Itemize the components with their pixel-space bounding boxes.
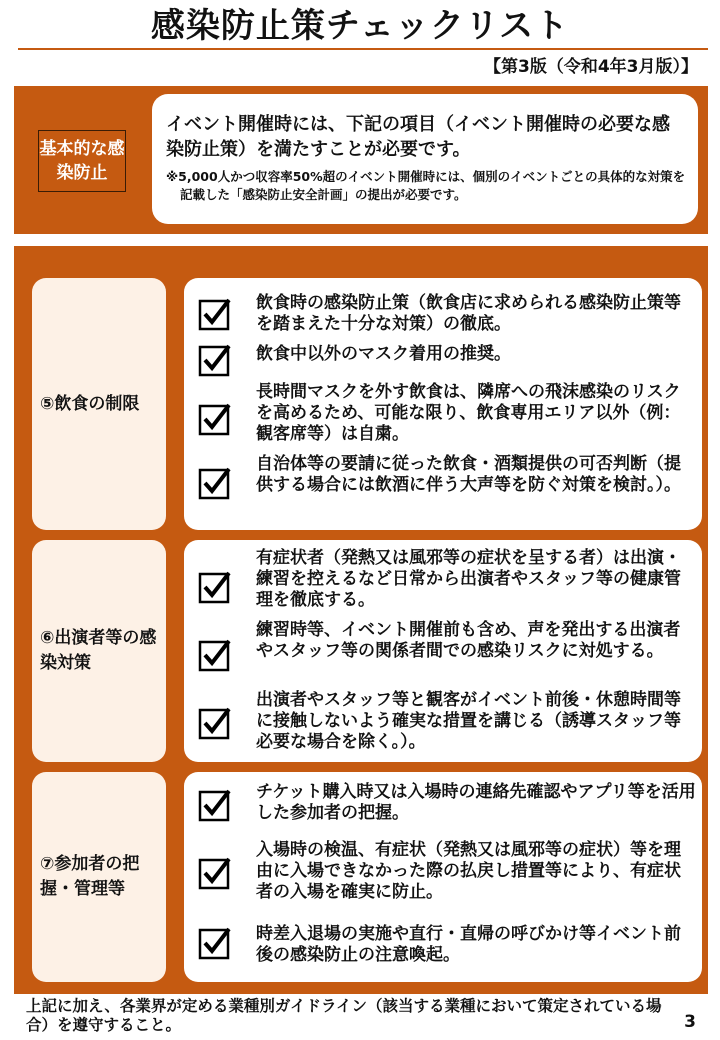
checklist-item bbox=[184, 688, 702, 756]
checkbox-checked-icon bbox=[198, 466, 232, 500]
checkbox-checked-icon bbox=[198, 706, 232, 740]
checklist-item bbox=[184, 918, 702, 970]
checklist-item-text: 時差入退場の実施や直行・直帰の呼びかけ等イベント前後の感染防止の注意喚起。 bbox=[256, 924, 681, 965]
basic-prevention-band bbox=[14, 86, 708, 234]
basic-prevention-box bbox=[152, 94, 698, 224]
section-label-performers: ⑥出演者等の感染対策 bbox=[32, 540, 166, 762]
page-number: 3 bbox=[684, 1012, 696, 1032]
checklist-item-text: 自治体等の要請に従った飲食・酒類提供の可否判断（提供する場合には飲酒に伴う大声等を防ぐ対策を検討。）。 bbox=[256, 454, 681, 495]
basic-note-text: ※5,000人かつ収容率50%超のイベント開催時には、個別のイベントごとの具体的な対策を記載した「感染防止安全計画」の提出が必要です。 bbox=[166, 169, 686, 202]
checklist-item bbox=[184, 618, 702, 686]
checklist-item bbox=[184, 340, 702, 380]
checklist-item-text: チケット購入時又は入場時の連絡先確認やアプリ等を活用した参加者の把握。 bbox=[256, 782, 696, 823]
section-label-participants: ⑦参加者の把握・管理等 bbox=[32, 772, 166, 982]
checklist-item bbox=[184, 778, 702, 830]
page-title: 感染防止策チェックリスト bbox=[150, 6, 570, 46]
basic-prevention-label: 基本的な感染防止 bbox=[38, 130, 126, 192]
checkbox-checked-icon bbox=[198, 402, 232, 436]
checkbox-checked-icon bbox=[198, 638, 232, 672]
checklist-item-text: 飲食中以外のマスク着用の推奨。 bbox=[256, 344, 511, 364]
section-items-food bbox=[184, 278, 702, 530]
edition-label: 【第3版（令和4年3月版）】 bbox=[484, 57, 698, 77]
checklist-item bbox=[184, 548, 702, 616]
checkbox-checked-icon bbox=[198, 788, 232, 822]
checklist-item-text: 出演者やスタッフ等と観客がイベント前後・休憩時間等に接触しないよう確実な措置を講じる（誘導スタッフ等必要な場合を除く。）。 bbox=[256, 690, 681, 752]
checklist-item-text: 入場時の検温、有症状（発熱又は風邪等の症状）等を理由に入場できなかった際の払戻し措置等により、有症状者の入場を確実に防止。 bbox=[256, 840, 681, 902]
checklist-band bbox=[14, 246, 708, 994]
checkbox-checked-icon bbox=[198, 570, 232, 604]
section-items-performers bbox=[184, 540, 702, 762]
checklist-item-text: 飲食時の感染防止策（飲食店に求められる感染防止策等を踏まえた十分な対策）の徹底。 bbox=[256, 293, 681, 334]
checkbox-checked-icon bbox=[198, 926, 232, 960]
checklist-item-text: 長時間マスクを外す飲食は、隣席への飛沫感染のリスクを高めるため、可能な限り、飲食専用エリア以外（例：観客席等）は自粛。 bbox=[256, 382, 681, 444]
title-divider bbox=[18, 48, 708, 50]
checklist-item bbox=[184, 380, 702, 450]
section-label-food: ⑤飲食の制限 bbox=[32, 278, 166, 530]
checkbox-checked-icon bbox=[198, 856, 232, 890]
footer-note: 上記に加え、各業界が定める業種別ガイドライン（該当する業種において策定されている場合）を遵守すること。 bbox=[26, 997, 662, 1034]
checklist-item bbox=[184, 288, 702, 340]
checkbox-checked-icon bbox=[198, 343, 232, 377]
section-items-participants bbox=[184, 772, 702, 982]
checkbox-checked-icon bbox=[198, 297, 232, 331]
checklist-item bbox=[184, 836, 702, 908]
checklist-item bbox=[184, 454, 702, 524]
checklist-item-text: 練習時等、イベント開催前も含め、声を発出する出演者やスタッフ等の関係者間での感染リスクに対処する。 bbox=[256, 620, 681, 661]
checklist-item-text: 有症状者（発熱又は風邪等の症状を呈する者）は出演・練習を控えるなど日常から出演者やスタッフ等の健康管理を徹底する。 bbox=[256, 548, 681, 610]
basic-main-text: イベント開催時には、下記の項目（イベント開催時の必要な感染防止策）を満たすことが必要です。 bbox=[166, 114, 670, 160]
